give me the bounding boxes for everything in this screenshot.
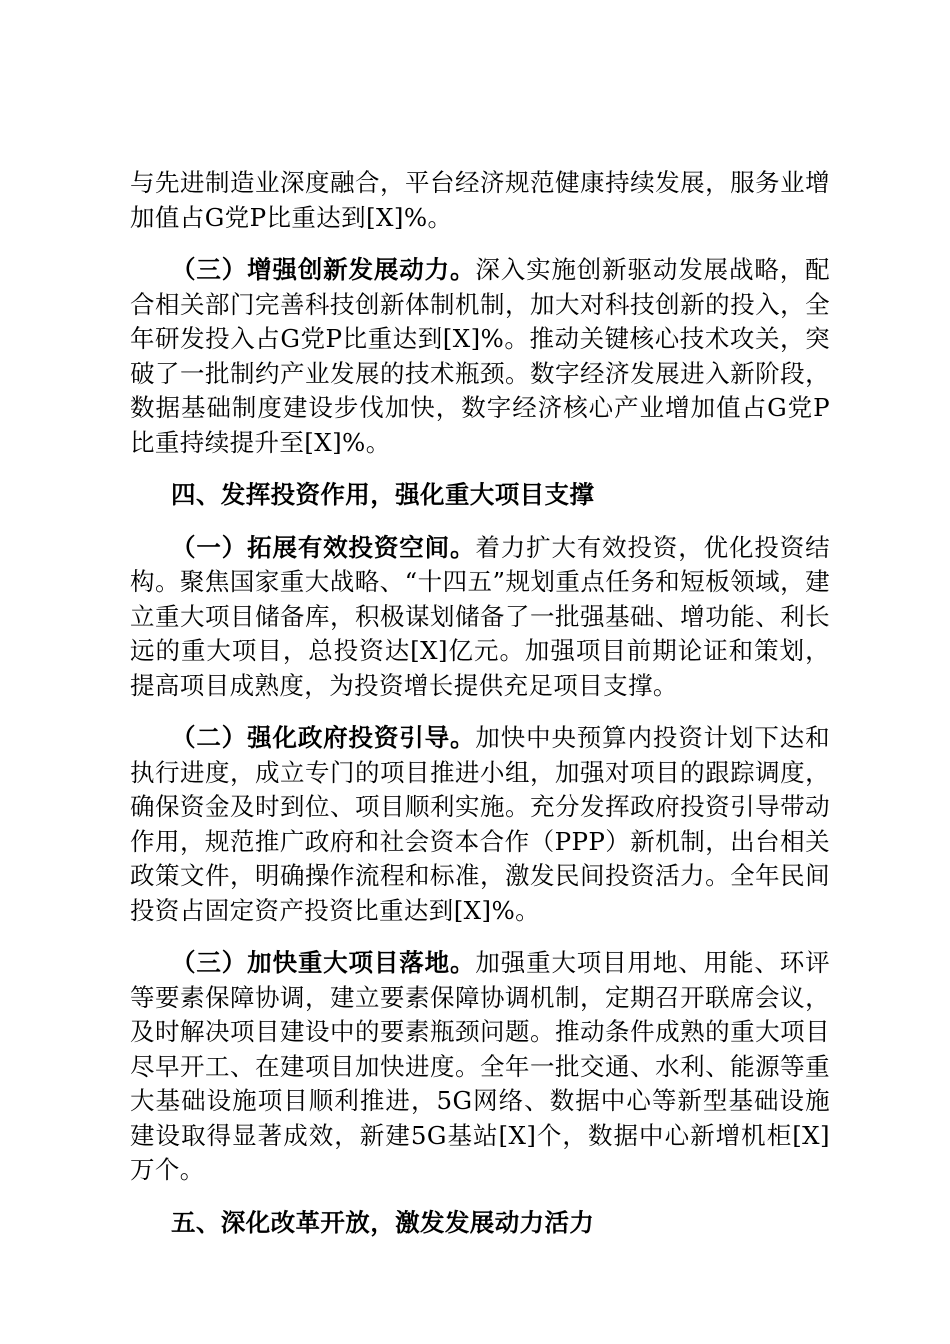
paragraph-text: 深入实施创新驱动发展战略，配合相关部门完善科技创新体制机制，加大对科技创新的投入，全年研发投入占G党P比重达到[X]%。推动关键核心技术攻关，突破了一批制约产业发展的技术瓶颈。数字经济发展进入新阶段，数据基础制度建设步伐加快，数字经济核心产业增加值占G党P比重持续提升至[X]%。: [130, 255, 830, 457]
paragraph-text: 加快中央预算内投资计划下达和执行进度，成立专门的项目推进小组，加强对项目的跟踪调度，确保资金及时到位、项目顺利实施。充分发挥政府投资引导带动作用，规范推广政府和社会资本合作（PPP）新机制，出台相关政策文件，明确操作流程和标准，激发民间投资活力。全年民间投资占固定资产投资比重达到[X]%。: [130, 723, 830, 925]
paragraph-text: 加强重大项目用地、用能、环评等要素保障协调，建立要素保障协调机制，定期召开联席会议，及时解决项目建设中的要素瓶颈问题。推动条件成熟的重大项目尽早开工、在建项目加快进度。全年一批交通、水利、能源等重大基础设施项目顺利推进，5G网络、数据中心等新型基础设施建设取得显著成效，新建5G基站[X]个，数据中心新增机柜[X]万个。: [130, 948, 830, 1184]
paragraph-lead: （一）拓展有效投资空间。: [171, 532, 476, 562]
paragraph-government-investment: [130, 721, 830, 928]
section-heading-investment: 四、发挥投资作用，强化重大项目支撑: [171, 480, 595, 509]
paragraph-text: 与先进制造业深度融合，平台经济规范健康持续发展，服务业增加值占G党P比重达到[X]%。: [130, 168, 830, 232]
paragraph-services: [130, 166, 830, 235]
paragraph-innovation: [130, 253, 830, 460]
section-heading-reform: 五、深化改革开放，激发发展动力活力: [171, 1207, 595, 1237]
paragraph-major-projects: [130, 946, 830, 1188]
paragraph-effective-investment: [130, 531, 830, 704]
document-page: [130, 166, 830, 1258]
paragraph-lead: （三）增强创新发展动力。: [171, 255, 476, 284]
paragraph-lead: （三）加快重大项目落地。: [171, 948, 476, 977]
paragraph-lead: （二）强化政府投资引导。: [171, 723, 476, 752]
paragraph-text: 着力扩大有效投资，优化投资结构。聚焦国家重大战略、“十四五”规划重点任务和短板领域，建立重大项目储备库，积极谋划储备了一批强基础、增功能、利长远的重大项目，总投资达[X]亿元。加强项目前期论证和策划，提高项目成熟度，为投资增长提供充足项目支撑。: [130, 532, 830, 700]
